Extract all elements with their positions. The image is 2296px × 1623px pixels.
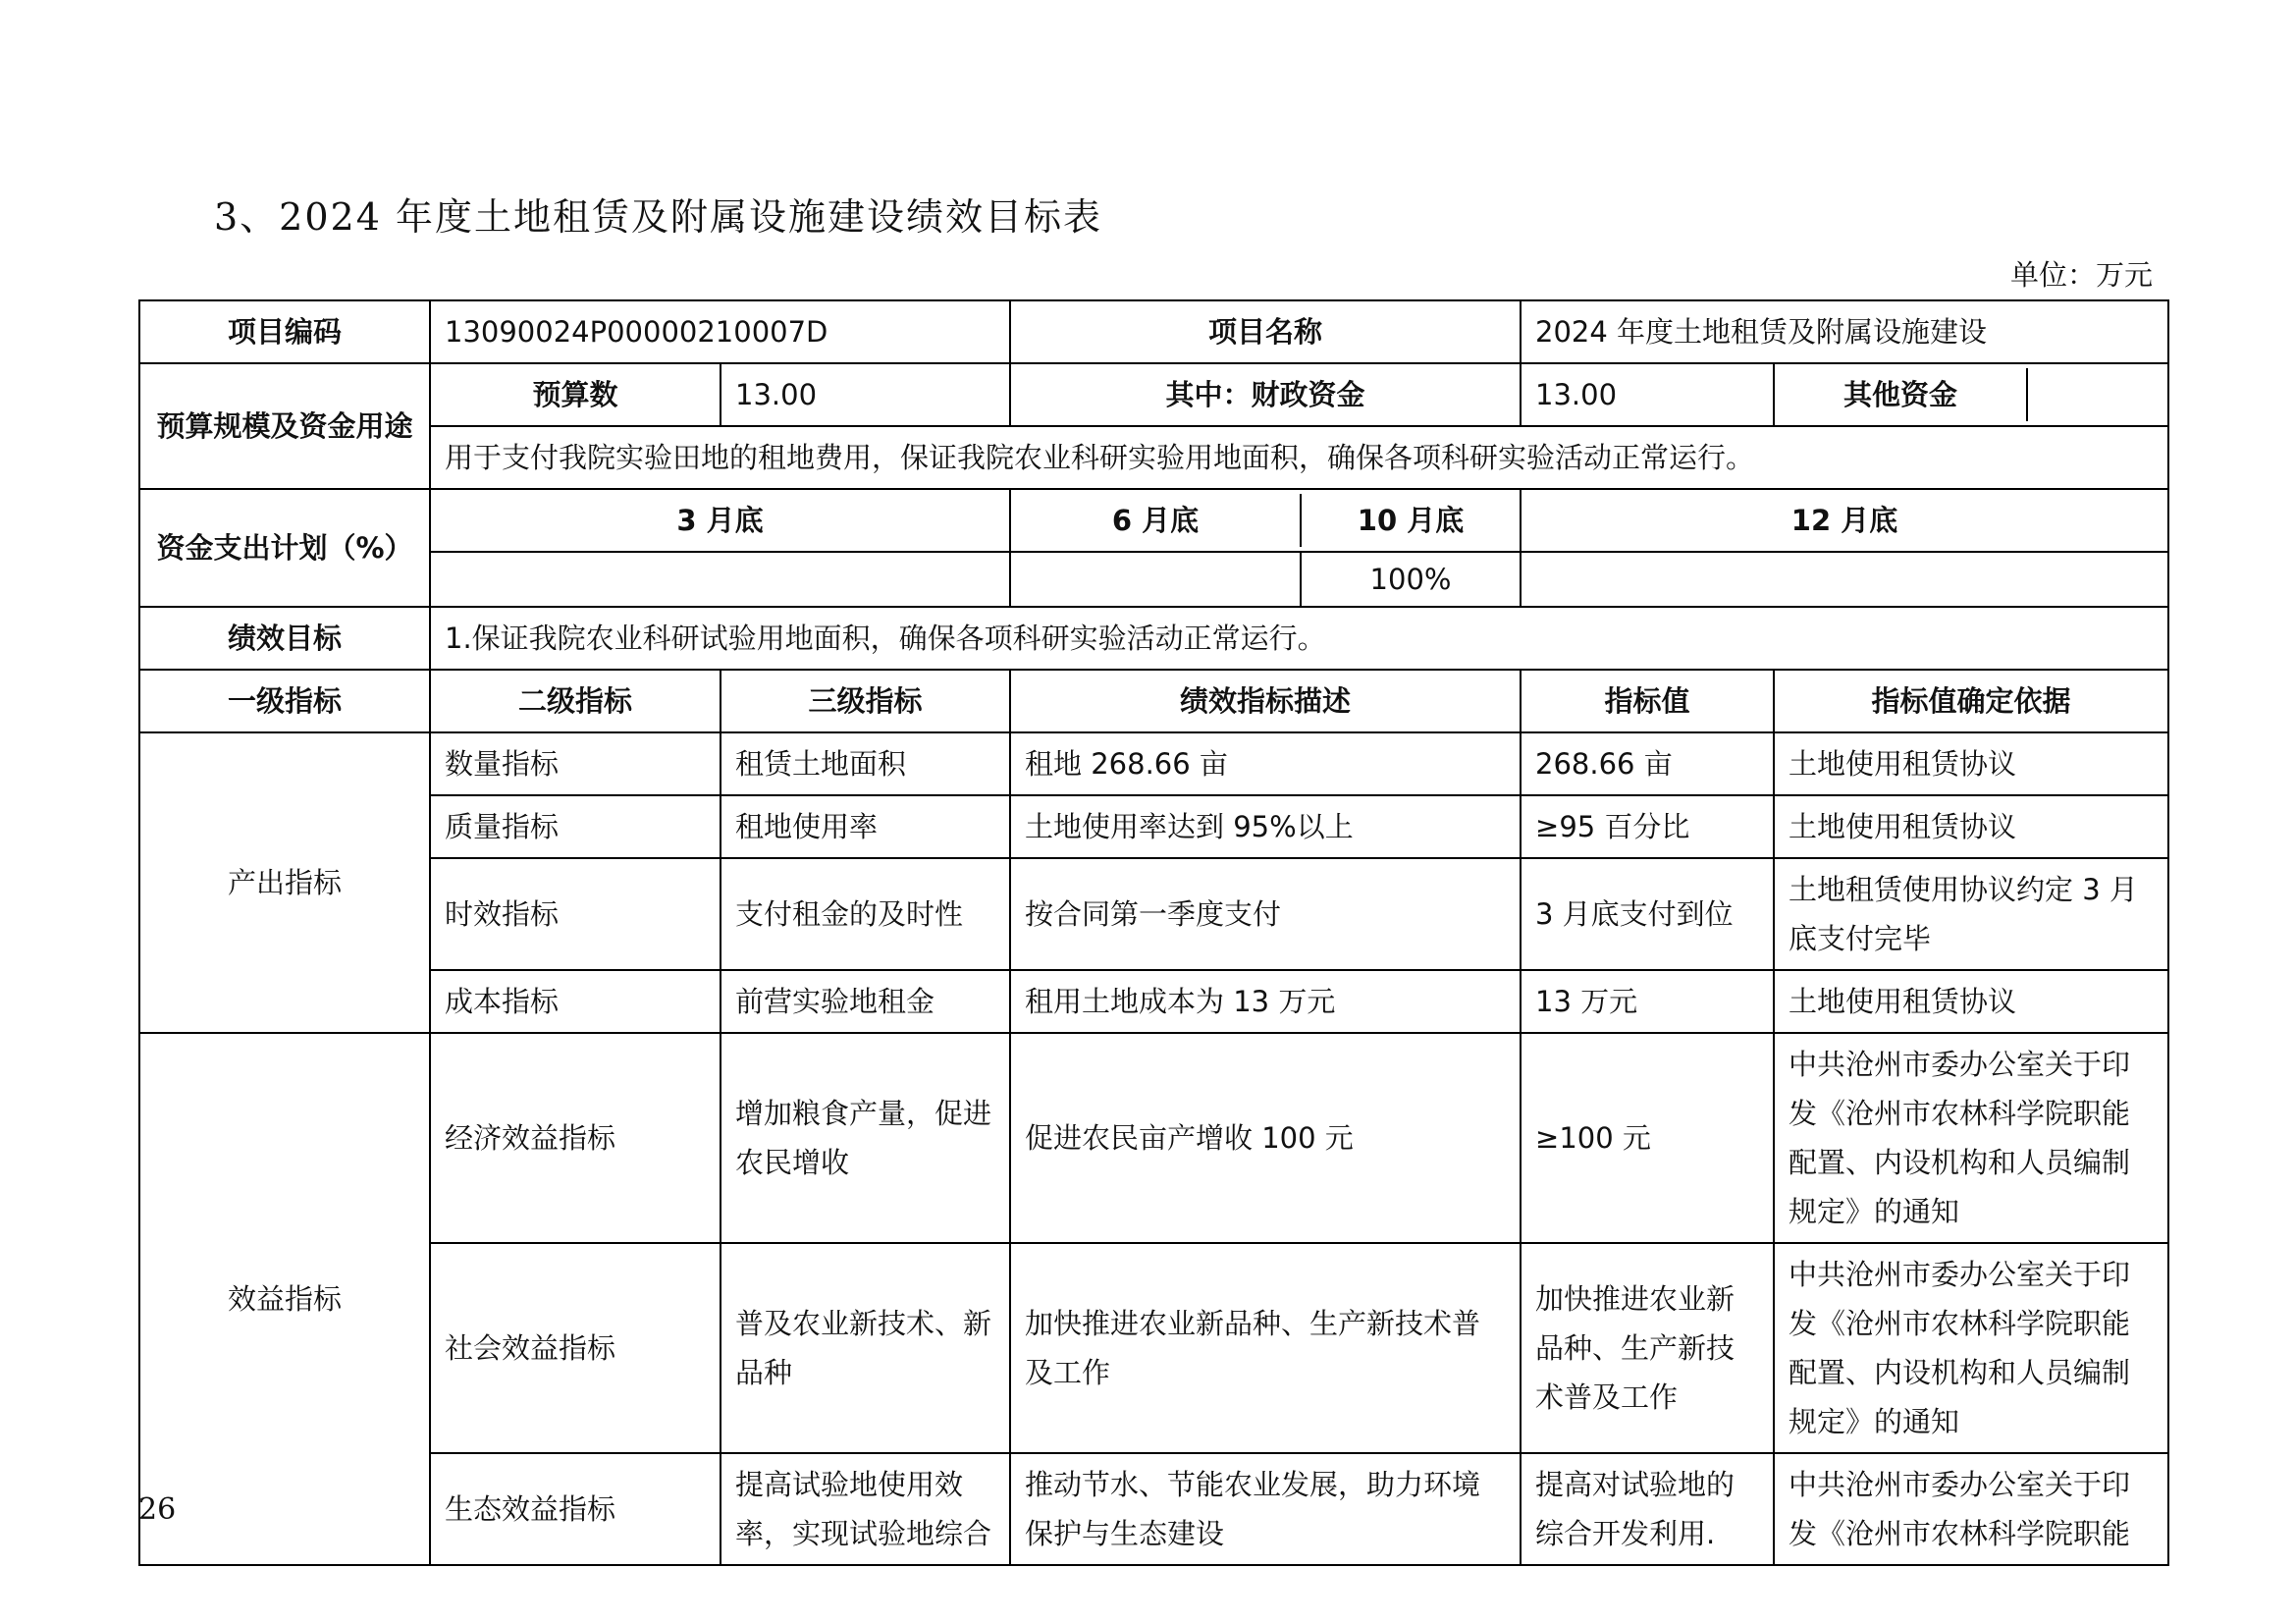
plan-value-mar bbox=[430, 552, 1010, 607]
basis-cell: 土地使用租赁协议 bbox=[1774, 732, 2168, 795]
level2-cell: 时效指标 bbox=[430, 858, 721, 970]
level2-cell: 成本指标 bbox=[430, 970, 721, 1033]
page-title: 3、2024 年度土地租赁及附属设施建设绩效目标表 bbox=[214, 195, 1102, 239]
plan-header-row bbox=[139, 489, 2168, 552]
indicator-header-basis: 指标值确定依据 bbox=[1774, 670, 2168, 732]
project-name-value: 2024 年度土地租赁及附属设施建设 bbox=[1521, 300, 2168, 363]
indicator-header-level2: 二级指标 bbox=[430, 670, 721, 732]
benefit-indicator-label: 效益指标 bbox=[139, 1033, 430, 1565]
level2-cell: 质量指标 bbox=[430, 795, 721, 858]
table-row bbox=[139, 1033, 2168, 1243]
plan-header-mar: 3 月底 bbox=[430, 489, 1010, 552]
goal-row bbox=[139, 607, 2168, 670]
spending-plan-label: 资金支出计划（%） bbox=[139, 489, 430, 607]
plan-value-dec bbox=[1521, 552, 2168, 607]
budget-amount-value: 13.00 bbox=[721, 363, 1010, 426]
value-cell: 13 万元 bbox=[1521, 970, 1774, 1033]
plan-value-row bbox=[139, 552, 2168, 607]
basis-cell: 中共沧州市委办公室关于印发《沧州市农林科学院职能配置、内设机构和人员编制规定》的通知 bbox=[1774, 1033, 2168, 1243]
indicator-header-desc: 绩效指标描述 bbox=[1010, 670, 1521, 732]
indicator-header-level3: 三级指标 bbox=[721, 670, 1010, 732]
budget-scope-label: 预算规模及资金用途 bbox=[139, 363, 430, 489]
plan-header-jun-oct-cell bbox=[1010, 489, 1521, 552]
table-row bbox=[139, 732, 2168, 795]
table-row bbox=[139, 858, 2168, 970]
value-cell: 提高对试验地的综合开发利用. bbox=[1521, 1453, 1774, 1565]
table-row bbox=[139, 1243, 2168, 1453]
table-row bbox=[139, 1453, 2168, 1565]
project-name-label: 项目名称 bbox=[1010, 300, 1521, 363]
other-funds-value bbox=[2028, 368, 2167, 421]
indicator-header-row bbox=[139, 670, 2168, 732]
level3-cell: 前营实验地租金 bbox=[721, 970, 1010, 1033]
table-row bbox=[139, 970, 2168, 1033]
plan-value-jun-oct-cell bbox=[1010, 552, 1521, 607]
level3-cell: 租地使用率 bbox=[721, 795, 1010, 858]
level2-cell: 社会效益指标 bbox=[430, 1243, 721, 1453]
other-funds-cell bbox=[1774, 363, 2168, 426]
goal-label: 绩效目标 bbox=[139, 607, 430, 670]
table-row bbox=[139, 795, 2168, 858]
plan-value-oct: 100% bbox=[1369, 563, 1452, 596]
project-code-value: 13090024P00000210007D bbox=[430, 300, 1010, 363]
basis-cell: 土地使用租赁协议 bbox=[1774, 970, 2168, 1033]
desc-cell: 推动节水、节能农业发展，助力环境保护与生态建设 bbox=[1010, 1453, 1521, 1565]
budget-row bbox=[139, 363, 2168, 426]
plan-value-jun bbox=[1011, 553, 1302, 606]
desc-cell: 按合同第一季度支付 bbox=[1010, 858, 1521, 970]
project-row bbox=[139, 300, 2168, 363]
desc-cell: 促进农民亩产增收 100 元 bbox=[1010, 1033, 1521, 1243]
level2-cell: 经济效益指标 bbox=[430, 1033, 721, 1243]
level3-cell: 增加粮食产量，促进农民增收 bbox=[721, 1033, 1010, 1243]
budget-usage-row bbox=[139, 426, 2168, 489]
desc-cell: 租用土地成本为 13 万元 bbox=[1010, 970, 1521, 1033]
level3-cell: 普及农业新技术、新品种 bbox=[721, 1243, 1010, 1453]
basis-cell: 土地租赁使用协议约定 3 月底支付完毕 bbox=[1774, 858, 2168, 970]
fiscal-funds-value: 13.00 bbox=[1521, 363, 1774, 426]
value-cell: 268.66 亩 bbox=[1521, 732, 1774, 795]
value-cell: ≥95 百分比 bbox=[1521, 795, 1774, 858]
desc-cell: 加快推进农业新品种、生产新技术普及工作 bbox=[1010, 1243, 1521, 1453]
other-funds-label: 其他资金 bbox=[1775, 368, 2028, 421]
goal-text: 1.保证我院农业科研试验用地面积，确保各项科研实验活动正常运行。 bbox=[430, 607, 2168, 670]
plan-header-jun: 6 月底 bbox=[1011, 494, 1302, 547]
level3-cell: 提高试验地使用效率，实现试验地综合 bbox=[721, 1453, 1010, 1565]
project-code-label: 项目编码 bbox=[139, 300, 430, 363]
budget-amount-label: 预算数 bbox=[430, 363, 721, 426]
plan-header-dec: 12 月底 bbox=[1521, 489, 2168, 552]
output-indicator-label: 产出指标 bbox=[139, 732, 430, 1033]
basis-cell: 中共沧州市委办公室关于印发《沧州市农林科学院职能 bbox=[1774, 1453, 2168, 1565]
basis-cell: 土地使用租赁协议 bbox=[1774, 795, 2168, 858]
budget-usage-text: 用于支付我院实验田地的租地费用，保证我院农业科研实验用地面积，确保各项科研实验活动正常运行。 bbox=[430, 426, 2168, 489]
fiscal-funds-label: 其中：财政资金 bbox=[1010, 363, 1521, 426]
value-cell: 3 月底支付到位 bbox=[1521, 858, 1774, 970]
performance-target-table bbox=[138, 299, 2169, 1566]
level2-cell: 生态效益指标 bbox=[430, 1453, 721, 1565]
value-cell: 加快推进农业新品种、生产新技术普及工作 bbox=[1521, 1243, 1774, 1453]
desc-cell: 租地 268.66 亩 bbox=[1010, 732, 1521, 795]
level3-cell: 支付租金的及时性 bbox=[721, 858, 1010, 970]
value-cell: ≥100 元 bbox=[1521, 1033, 1774, 1243]
indicator-header-value: 指标值 bbox=[1521, 670, 1774, 732]
level2-cell: 数量指标 bbox=[430, 732, 721, 795]
indicator-header-level1: 一级指标 bbox=[139, 670, 430, 732]
level3-cell: 租赁土地面积 bbox=[721, 732, 1010, 795]
basis-cell: 中共沧州市委办公室关于印发《沧州市农林科学院职能配置、内设机构和人员编制规定》的通知 bbox=[1774, 1243, 2168, 1453]
plan-header-oct: 10 月底 bbox=[1357, 504, 1465, 537]
unit-label: 单位：万元 bbox=[2009, 258, 2153, 292]
page-number: 26 bbox=[138, 1492, 177, 1527]
desc-cell: 土地使用率达到 95%以上 bbox=[1010, 795, 1521, 858]
